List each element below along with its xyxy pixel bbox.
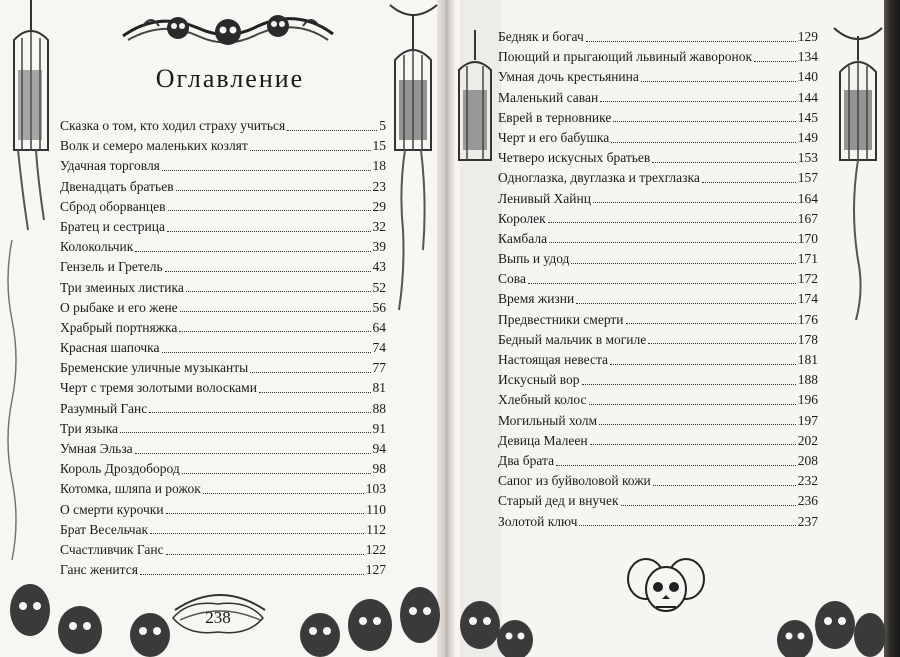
toc-entry-page: 74 (372, 340, 386, 356)
toc-entry-page: 145 (797, 109, 818, 125)
toc-entry-title: Четверо искусных братьев (498, 150, 651, 166)
toc-entry (60, 298, 386, 318)
toc-entry-title: Удачная торговля (60, 158, 160, 174)
toc-entry (60, 540, 386, 560)
toc-entry-page: 29 (372, 198, 386, 214)
toc-entry-page: 181 (797, 352, 818, 367)
toc-entry-page: 140 (797, 69, 818, 85)
toc-entry (60, 177, 386, 197)
toc-entry (498, 512, 818, 532)
toc-entry (60, 358, 386, 378)
toc-leader-dots (549, 242, 796, 243)
toc-entry (498, 451, 818, 471)
toc-entry-page: 91 (372, 420, 386, 436)
toc-entry (60, 378, 386, 398)
skull-pile-illustration (455, 560, 885, 657)
toc-entry-title: О смерти курочки (60, 501, 164, 517)
toc-entry-title: Три змеиных листика (60, 279, 184, 295)
toc-leader-dots (162, 352, 371, 353)
toc-leader-dots (648, 343, 796, 344)
toc-entry-page: 43 (372, 259, 386, 275)
toc-entry (60, 136, 386, 156)
toc-entry-title: Брат Весельчак (60, 521, 149, 537)
toc-entry-title: Разумный Ганс (60, 400, 148, 416)
toc-leader-dots (582, 384, 796, 385)
toc-entry (498, 168, 818, 188)
toc-entry (498, 289, 818, 309)
toc-entry (498, 471, 818, 491)
toc-entry-title: Три языка (60, 420, 119, 436)
toc-leader-dots (571, 263, 795, 264)
toc-leader-dots (162, 170, 371, 171)
toc-leader-dots (166, 513, 365, 514)
toc-leader-dots (140, 574, 364, 575)
toc-entry-page: 32 (372, 218, 386, 234)
toc-leader-dots (610, 364, 796, 365)
toc-entry-page: 237 (797, 513, 818, 529)
toc-entry (498, 148, 818, 168)
toc-entry-page: 134 (797, 49, 818, 65)
toc-leader-dots (120, 432, 370, 433)
toc-entry-title: Сапог из буйволовой кожи (498, 473, 651, 489)
toc-entry (60, 399, 386, 419)
toc-entry-page: 170 (797, 230, 818, 246)
toc-entry-page: 129 (797, 29, 818, 44)
toc-leader-dots (641, 81, 796, 82)
toc-entry-page: 172 (797, 271, 818, 287)
toc-leader-dots (613, 121, 795, 122)
toc-entry (498, 128, 818, 148)
toc-entry (60, 318, 386, 338)
toc-entry-title: Искусный вор (498, 372, 580, 388)
toc-entry-page: 167 (797, 210, 818, 226)
toc-entry-title: Два брата (498, 452, 555, 468)
toc-entry-title: Еврей в терновнике (498, 109, 612, 125)
toc-entry-title: Красная шапочка (60, 340, 160, 356)
toc-entry-title: Волк и семеро маленьких козлят (60, 138, 248, 154)
toc-leader-dots (135, 251, 370, 252)
toc-entry-page: 88 (372, 400, 386, 416)
toc-leader-dots (653, 485, 796, 486)
toc-leader-dots (579, 525, 795, 526)
toc-entry-title: Поющий и прыгающий львиный жаворонок (498, 49, 753, 65)
toc-entry-page: 110 (366, 501, 386, 517)
toc-entry (498, 67, 818, 87)
toc-entry-page: 98 (372, 461, 386, 477)
toc-leader-dots (548, 222, 796, 223)
toc-entry (60, 237, 386, 257)
toc-entry (60, 338, 386, 358)
toc-entry-page: 81 (372, 380, 386, 396)
toc-entry-title: Сброд оборванцев (60, 198, 166, 214)
toc-entry-page: 153 (797, 150, 818, 166)
toc-entry-page: 164 (797, 190, 818, 206)
toc-entry-page: 232 (797, 473, 818, 489)
toc-entry-page: 15 (372, 138, 386, 154)
toc-entry (60, 156, 386, 176)
toc-entry (498, 330, 818, 350)
toc-entry-title: Двенадцать братьев (60, 178, 174, 194)
toc-entry (60, 459, 386, 479)
toc-entry (60, 439, 386, 459)
toc-entry-page: 64 (372, 319, 386, 335)
toc-entry-page: 5 (379, 118, 386, 133)
toc-leader-dots (599, 424, 796, 425)
toc-entry-page: 149 (797, 129, 818, 145)
toc-entry-title: Король Дроздобород (60, 461, 180, 477)
toc-entry-title: Храбрый портняжка (60, 319, 178, 335)
toc-entry-title: Колокольчик (60, 239, 134, 255)
toc-entry (498, 229, 818, 249)
toc-entry-page: 196 (797, 392, 818, 408)
toc-entry-title: Черт и его бабушка (498, 129, 610, 145)
toc-leader-dots (528, 283, 796, 284)
toc-entry (60, 197, 386, 217)
toc-entry-page: 77 (372, 360, 386, 376)
toc-entry (498, 431, 818, 451)
toc-leader-dots (754, 61, 796, 62)
toc-entry (498, 189, 818, 209)
toc-entry-page: 39 (372, 239, 386, 255)
toc-entry (60, 560, 386, 580)
toc-leader-dots (626, 323, 796, 324)
toc-leader-dots (589, 404, 796, 405)
toc-entry-title: Время жизни (498, 291, 575, 307)
hanging-cage-illustration (6, 0, 56, 240)
toc-entry (60, 278, 386, 298)
toc-entry-title: Умная Эльза (60, 441, 133, 456)
toc-leader-dots (165, 271, 371, 272)
toc-list-right (498, 27, 818, 532)
toc-entry-title: Маленький саван (498, 89, 599, 105)
toc-entry-title: Старый дед и внучек (498, 493, 619, 509)
toc-leader-dots (611, 142, 796, 143)
toc-entry (498, 390, 818, 410)
toc-entry-title: Черт с тремя золотыми волосками (60, 380, 257, 396)
toc-entry-page: 122 (365, 541, 386, 557)
toc-entry-title: Могильный холм (498, 412, 598, 428)
toc-entry-title: Ганс женится (60, 562, 138, 578)
toc-entry-page: 236 (797, 493, 818, 509)
toc-leader-dots (186, 291, 371, 292)
toc-leader-dots (179, 331, 370, 332)
toc-entry-page: 188 (797, 372, 818, 388)
toc-leader-dots (621, 505, 796, 506)
hanging-cage-illustration (832, 20, 884, 320)
toc-entry-page: 202 (797, 432, 818, 448)
toc-leader-dots (652, 162, 795, 163)
toc-entry (498, 370, 818, 390)
toc-entry (60, 419, 386, 439)
toc-leader-dots (166, 554, 364, 555)
toc-entry-title: Бременские уличные музыканты (60, 360, 249, 376)
toc-entry-title: Гензель и Гретель (60, 259, 163, 275)
toc-entry (498, 491, 818, 511)
toc-entry-title: Королек (498, 210, 546, 226)
toc-entry-title: Хлебный колос (498, 392, 587, 408)
toc-entry (498, 350, 818, 370)
toc-entry-page: 56 (372, 299, 386, 315)
toc-entry-title: Одноглазка, двуглазка и трехглазка (498, 170, 700, 186)
toc-entry (60, 116, 386, 136)
toc-entry-title: Братец и сестрица (60, 218, 165, 234)
toc-entry-title: Золотой ключ (498, 513, 578, 529)
toc-leader-dots (203, 493, 364, 494)
toc-leader-dots (168, 210, 371, 211)
toc-entry-page: 176 (797, 311, 818, 327)
toc-leader-dots (259, 392, 371, 393)
toc-leader-dots (556, 465, 796, 466)
toc-entry-page: 52 (372, 279, 386, 295)
toc-entry (498, 310, 818, 330)
skull-garland-ornament (118, 6, 338, 56)
toc-leader-dots (150, 533, 364, 534)
toc-entry-title: Камбала (498, 230, 548, 246)
toc-leader-dots (149, 412, 370, 413)
toc-entry (498, 27, 818, 47)
toc-entry (498, 47, 818, 67)
toc-entry-title: Котомка, шляпа и рожок (60, 481, 201, 497)
toc-entry-page: 208 (797, 452, 818, 468)
toc-entry-page: 157 (797, 170, 818, 186)
toc-entry (60, 520, 386, 540)
toc-entry-title: Бедный мальчик в могиле (498, 331, 647, 347)
toc-entry-page: 94 (372, 441, 386, 456)
toc-leader-dots (250, 150, 371, 151)
toc-leader-dots (576, 303, 796, 304)
hanging-cage-illustration (455, 30, 495, 250)
page-number: 238 (205, 608, 231, 627)
toc-leader-dots (287, 130, 377, 131)
toc-leader-dots (167, 231, 371, 232)
toc-entry-page: 197 (797, 412, 818, 428)
toc-entry (60, 257, 386, 277)
toc-entry (498, 411, 818, 431)
toc-entry-title: Настоящая невеста (498, 352, 609, 367)
vine-border-left (2, 240, 22, 560)
toc-entry (498, 108, 818, 128)
toc-leader-dots (586, 41, 796, 42)
toc-entry-page: 171 (797, 251, 818, 267)
toc-entry-title: Умная дочь крестьянина (498, 69, 639, 85)
toc-entry-title: О рыбаке и его жене (60, 299, 178, 315)
toc-entry-title: Сова (498, 271, 526, 287)
toc-entry (60, 479, 386, 499)
toc-entry-title: Счастливчик Ганс (60, 541, 164, 557)
toc-leader-dots (135, 453, 371, 454)
toc-entry-page: 178 (797, 331, 818, 347)
toc-leader-dots (702, 182, 796, 183)
toc-entry-title: Бедняк и богач (498, 29, 584, 44)
toc-list-left (60, 116, 386, 580)
toc-leader-dots (182, 473, 371, 474)
toc-leader-dots (176, 190, 371, 191)
toc-leader-dots (590, 444, 796, 445)
toc-entry-title: Выпь и удод (498, 251, 570, 267)
toc-entry-page: 18 (372, 158, 386, 174)
toc-entry (498, 209, 818, 229)
toc-entry-page: 112 (366, 521, 386, 537)
toc-leader-dots (180, 311, 371, 312)
toc-entry (498, 249, 818, 269)
toc-leader-dots (593, 202, 796, 203)
toc-entry-page: 103 (365, 481, 386, 497)
toc-entry-title: Ленивый Хайнц (498, 190, 591, 206)
toc-entry-title: Предвестники смерти (498, 311, 624, 327)
toc-entry (498, 88, 818, 108)
toc-entry-title: Девица Малеен (498, 432, 588, 448)
toc-entry (498, 269, 818, 289)
toc-entry-page: 174 (797, 291, 818, 307)
toc-entry (60, 217, 386, 237)
toc-entry-title: Сказка о том, кто ходил страху учиться (60, 118, 286, 133)
toc-entry-page: 127 (365, 562, 386, 578)
hanging-cage-illustration (385, 0, 440, 360)
toc-entry (60, 500, 386, 520)
page-title: Оглавление (155, 64, 305, 93)
toc-entry-page: 144 (797, 89, 818, 105)
toc-entry-page: 23 (372, 178, 386, 194)
toc-leader-dots (600, 101, 796, 102)
toc-leader-dots (250, 372, 370, 373)
